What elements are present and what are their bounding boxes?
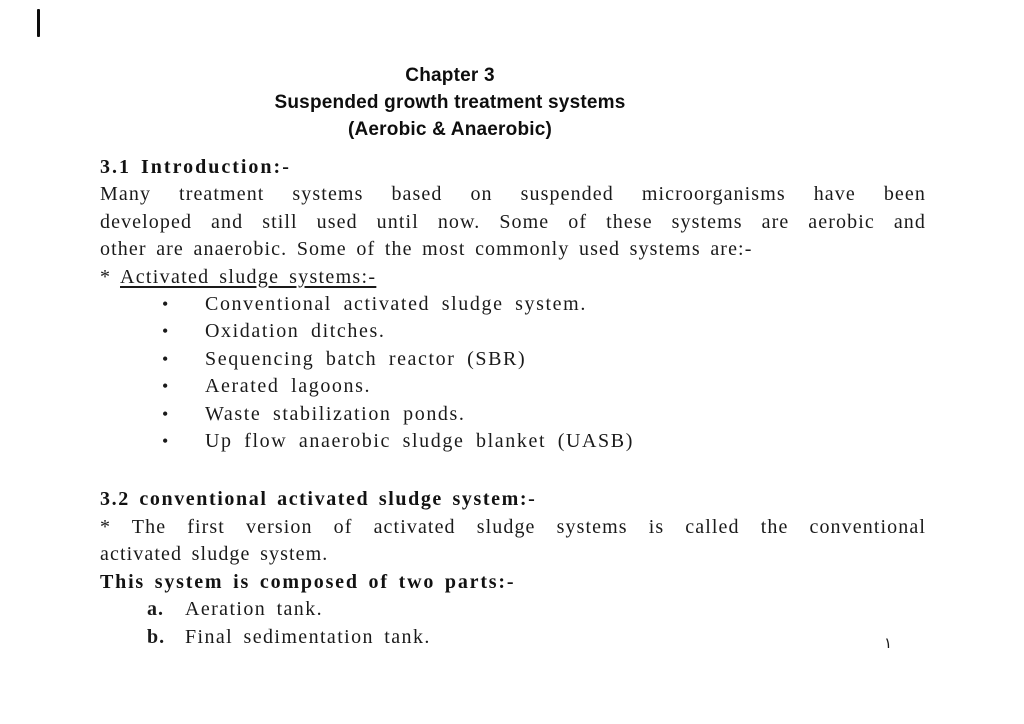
asterisk-marker: * bbox=[100, 265, 112, 288]
list-item-text: Oxidation ditches. bbox=[205, 320, 386, 343]
section-3-1-heading: 3.1 Introduction:- bbox=[100, 156, 291, 178]
list-item-text: Waste stabilization ponds. bbox=[205, 402, 466, 425]
bullet-icon: • bbox=[162, 403, 169, 424]
list-item bbox=[100, 291, 926, 318]
list-item bbox=[100, 373, 926, 400]
list-item bbox=[100, 401, 926, 428]
list-item-text: Up flow anaerobic sludge blanket (UASB) bbox=[205, 430, 634, 453]
item-text: Aeration tank. bbox=[185, 598, 324, 621]
intro-paragraph bbox=[100, 181, 926, 263]
list-item bbox=[100, 596, 926, 623]
list-item bbox=[100, 346, 926, 373]
item-label: a. bbox=[147, 598, 164, 621]
underlined-list-title: Activated sludge systems:- bbox=[120, 265, 377, 288]
paragraph-line: Many treatment systems based on suspended microorganisms have been bbox=[100, 183, 926, 206]
letter-list bbox=[100, 596, 926, 651]
bullet-icon: • bbox=[162, 376, 169, 397]
bullet-icon: • bbox=[162, 348, 169, 369]
activated-sludge-list-heading bbox=[100, 264, 926, 291]
paragraph-line: * The first version of activated sludge systems is called the conventional bbox=[100, 515, 926, 538]
bullet-icon: • bbox=[162, 294, 169, 315]
list-item bbox=[100, 428, 926, 455]
list-item-text: Conventional activated sludge system. bbox=[205, 293, 587, 316]
section-3-2-heading: 3.2 conventional activated sludge system:- bbox=[100, 488, 537, 511]
list-item bbox=[100, 624, 926, 651]
list-item-text: Sequencing batch reactor (SBR) bbox=[205, 347, 527, 370]
title-line-chapter: Chapter 3 bbox=[405, 65, 495, 86]
section-3-2-paragraph bbox=[100, 514, 926, 569]
paragraph-line: other are anaerobic. Some of the most commonly used systems are:- bbox=[100, 238, 753, 261]
list-item bbox=[100, 318, 926, 345]
scan-artifact-mark bbox=[37, 9, 40, 37]
page-number: ١ bbox=[884, 634, 893, 652]
list-item-text: Aerated lagoons. bbox=[205, 375, 372, 398]
two-parts-subheading: This system is composed of two parts:- bbox=[100, 570, 516, 593]
title-line-subject: Suspended growth treatment systems bbox=[274, 92, 626, 113]
item-label: b. bbox=[147, 625, 166, 648]
paragraph-line: activated sludge system. bbox=[100, 543, 329, 566]
title-line-subtitle: (Aerobic & Anaerobic) bbox=[347, 119, 553, 140]
bullet-icon: • bbox=[162, 321, 169, 342]
bullet-icon: • bbox=[162, 431, 169, 452]
bullet-list bbox=[100, 291, 926, 455]
paragraph-line: developed and still used until now. Some of these systems are aerobic and bbox=[100, 210, 926, 233]
item-text: Final sedimentation tank. bbox=[185, 625, 431, 648]
chapter-title bbox=[100, 62, 800, 143]
page-content bbox=[100, 62, 926, 651]
